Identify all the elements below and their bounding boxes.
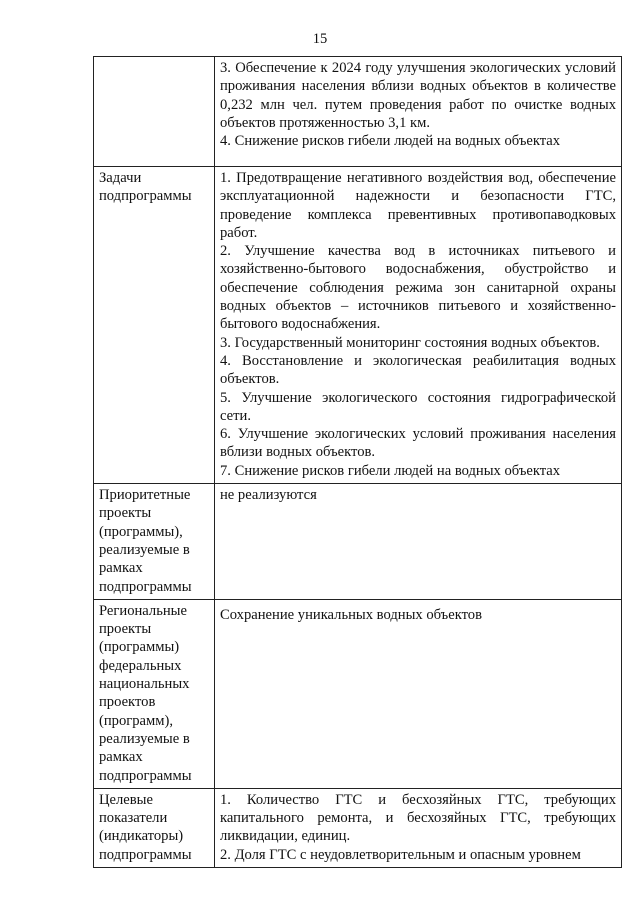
passport-table [93, 56, 622, 868]
row-label [94, 57, 215, 167]
list-item: 7. Снижение рисков гибели людей на водных объектах [220, 462, 561, 479]
list-item: 3. Обеспечение к 2024 году улучшения экологических условий проживания населения вблизи водных объектов в количестве 0,232 млн чел. путем проведения работ по очистке водных объектов протяженностью 3,1 км. [220, 60, 616, 131]
list-item: 2. Доля ГТС с неудовлетворительным и опасным уровнем [220, 846, 581, 863]
table-row-tasks [94, 167, 622, 484]
list-item: 4. Снижение рисков гибели людей на водных объектах [220, 133, 561, 150]
page-number: 15 [312, 31, 328, 47]
row-label: Приоритетные проекты (программы), реализуемые в рамках подпрограммы [94, 484, 215, 600]
table-row-priority-projects [94, 484, 622, 600]
list-item: 4. Восстановление и экологическая реабилитация водных объектов. [220, 352, 616, 388]
list-item: 3. Государственный мониторинг состояния водных объектов. [220, 334, 600, 351]
list-item: 1. Предотвращение негативного воздействия вод, обеспечение эксплуатационной надежности и безопасности ГТС, проведение комплекса превентивных противопаводковых работ. [220, 170, 616, 241]
list-item: Сохранение уникальных водных объектов [220, 606, 482, 623]
list-item: 6. Улучшение экологических условий проживания населения вблизи водных объектов. [220, 426, 616, 461]
row-content [215, 167, 622, 484]
list-item: не реализуются [220, 487, 317, 504]
row-label: Целевые показатели (индикаторы) подпрограммы [94, 788, 215, 867]
row-content [215, 484, 622, 600]
row-label: Региональные проекты (программы) федеральных национальных проектов (программ), реализуемые в рамках подпрограммы [94, 599, 215, 788]
table-row-goals-continued [94, 57, 622, 167]
list-item: 1. Количество ГТС и бесхозяйных ГТС, требующих капитального ремонта, и бесхозяйных ГТС, требующих ликвидации, единиц. [220, 791, 616, 845]
table-row-regional-projects [94, 599, 622, 788]
row-content [215, 57, 622, 167]
table-row-target-indicators [94, 788, 622, 867]
list-item: 5. Улучшение экологического состояния гидрографической сети. [220, 389, 616, 424]
list-item: 2. Улучшение качества вод в источниках питьевого и хозяйственно-бытового водоснабжения, обустройство и обеспечение соблюдения режима зон санитарной охраны водных объектов – источников питьевого и хозяйственно-бытового водоснабжения. [220, 243, 616, 333]
row-content [215, 788, 622, 867]
row-content [215, 599, 622, 788]
row-label: Задачи подпрограммы [94, 167, 215, 484]
